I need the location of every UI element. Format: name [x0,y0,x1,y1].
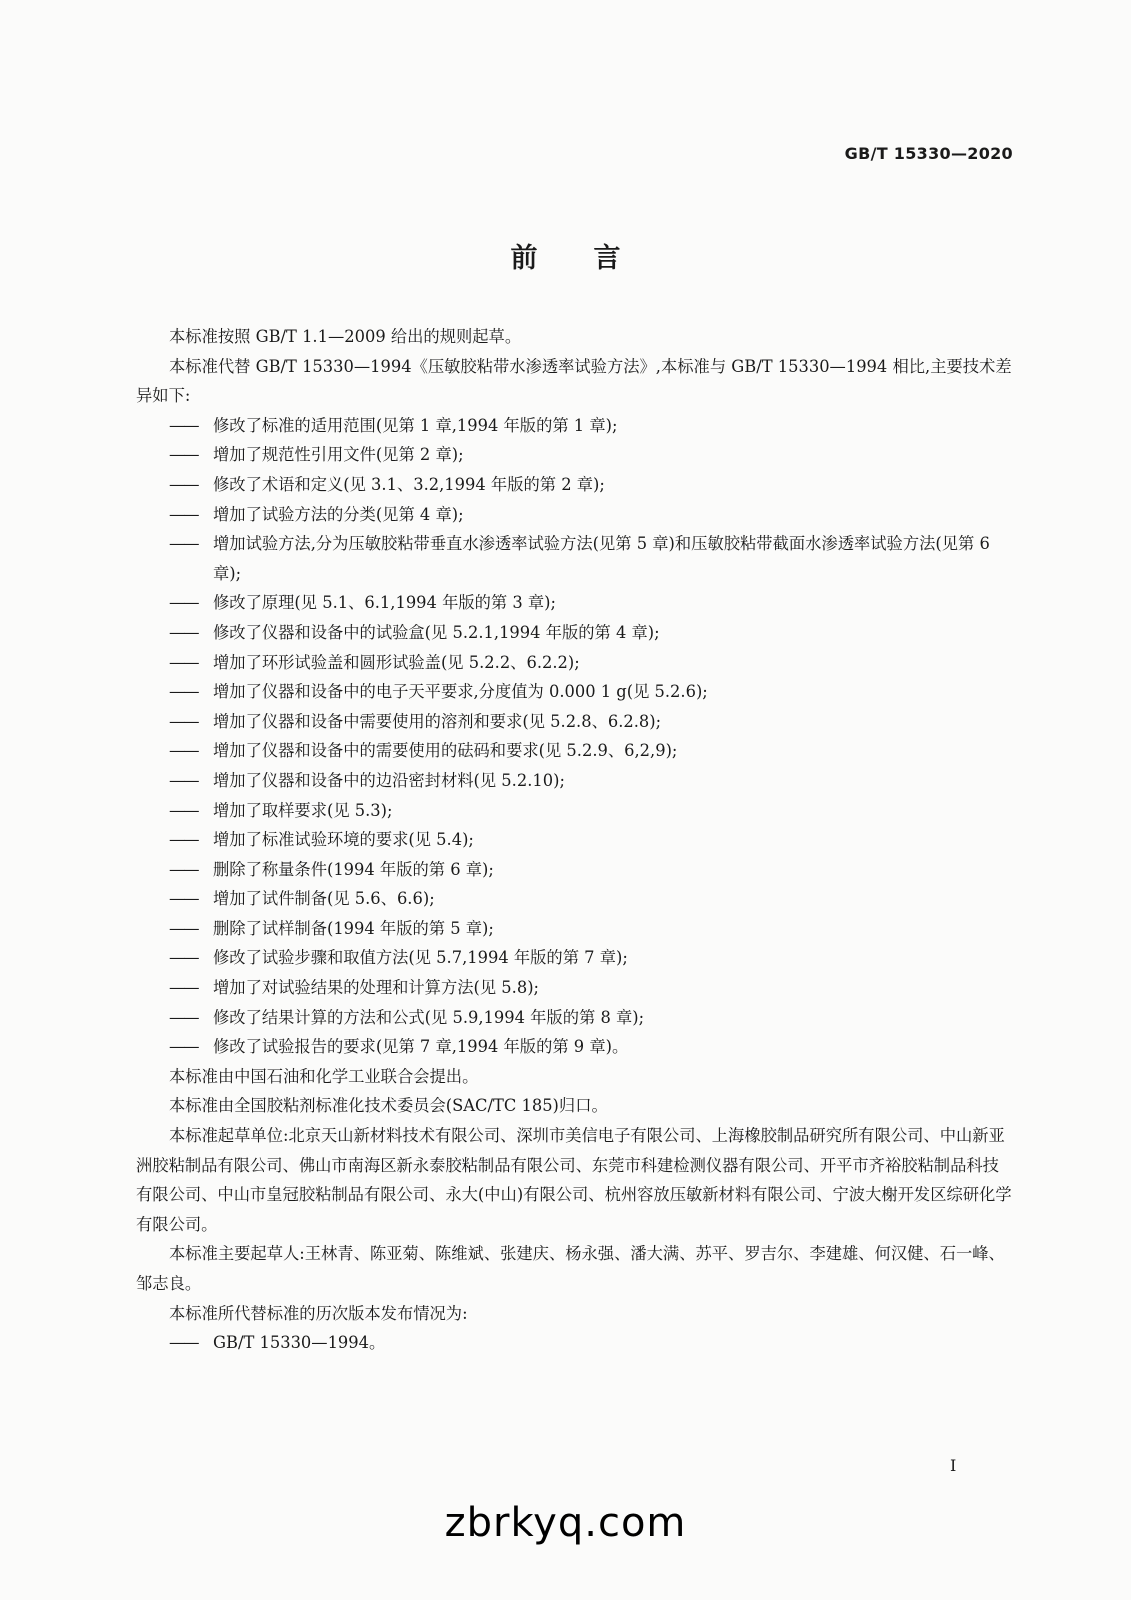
changes-list [136,411,1012,1062]
list-item: —— 增加了规范性引用文件(见第 2 章); [136,440,1012,470]
list-item: —— 修改了试验步骤和取值方法(见 5.7,1994 年版的第 7 章); [136,943,1012,973]
list-item: —— 增加试验方法,分为压敏胶粘带垂直水渗透率试验方法(见第 5 章)和压敏胶粘带截面水渗透率试验方法(见第 6 章); [136,529,1012,588]
list-item: —— 增加了试验方法的分类(见第 4 章); [136,500,1012,530]
watermark: zbrkyq.com [444,1500,687,1546]
list-item: —— 修改了术语和定义(见 3.1、3.2,1994 年版的第 2 章); [136,470,1012,500]
dash-mark: —— [169,800,198,820]
paragraph-drafting-units: 本标准起草单位:北京天山新材料技术有限公司、深圳市美信电子有限公司、上海橡胶制品研究所有限公司、中山新亚洲胶粘制品有限公司、佛山市南海区新永泰胶粘制品有限公司、东莞市科建检测仪器有限公司、开平市齐裕胶粘制品科技有限公司、中山市皇冠胶粘制品有限公司、永大(中山)有限公司、杭州容放压敏新材料有限公司、宁波大榭开发区综研化学有限公司。 [136,1126,1012,1234]
dash-mark: —— [169,622,198,642]
dash-mark: —— [169,445,198,465]
list-item: —— 删除了试样制备(1994 年版的第 5 章); [136,914,1012,944]
dash-mark: —— [169,534,198,554]
list-item: —— 修改了试验报告的要求(见第 7 章,1994 年版的第 9 章)。 [136,1032,1012,1062]
dash-mark: —— [169,711,198,731]
page-number: I [950,1456,957,1475]
list-item: —— 增加了对试验结果的处理和计算方法(见 5.8); [136,973,1012,1003]
dash-mark: —— [169,741,198,761]
paragraph-drafting-rules: 本标准按照 GB/T 1.1—2009 给出的规则起草。 [169,327,522,346]
dash-mark: —— [169,652,198,672]
dash-mark: —— [169,415,198,435]
paragraph-history: 本标准所代替标准的历次版本发布情况为: [169,1303,468,1323]
list-item: —— 修改了仪器和设备中的试验盒(见 5.2.1,1994 年版的第 4 章); [136,618,1012,648]
list-item: —— 删除了称量条件(1994 年版的第 6 章); [136,855,1012,885]
dash-mark: —— [169,593,198,613]
list-item: —— 修改了结果计算的方法和公式(见 5.9,1994 年版的第 8 章); [136,1003,1012,1033]
paragraph-drafters: 本标准主要起草人:王林青、陈亚菊、陈维斌、张建庆、杨永强、潘大满、苏平、罗吉尔、李建雄、何汉健、石一峰、邹志良。 [136,1244,1005,1293]
page-title: 前言 [510,243,677,274]
standard-code: GB/T 15330—2020 [844,144,1013,163]
foreword-body [136,322,1012,1358]
paragraph-replacement: 本标准代替 GB/T 15330—1994《压敏胶粘带水渗透率试验方法》,本标准与 GB/T 15330—1994 相比,主要技术差异如下: [136,356,1012,406]
list-item: —— 增加了仪器和设备中的边沿密封材料(见 5.2.10); [136,766,1012,796]
list-item: —— 增加了环形试验盖和圆形试验盖(见 5.2.2、6.2.2); [136,648,1012,678]
list-item: —— 修改了标准的适用范围(见第 1 章,1994 年版的第 1 章); [136,411,1012,441]
dash-mark: —— [169,770,198,790]
dash-mark: —— [169,830,198,850]
list-item: —— 增加了仪器和设备中需要使用的溶剂和要求(见 5.2.8、6.2.8); [136,707,1012,737]
dash-mark: —— [169,682,198,702]
list-item: —— 增加了取样要求(见 5.3); [136,796,1012,826]
dash-mark: —— [169,1007,198,1027]
dash-mark: —— [169,978,198,998]
paragraph-committee: 本标准由全国胶粘剂标准化技术委员会(SAC/TC 185)归口。 [169,1096,608,1116]
dash-mark: —— [169,1037,198,1057]
paragraph-proposer: 本标准由中国石油和化学工业联合会提出。 [169,1066,479,1086]
dash-mark: —— [169,1333,198,1353]
dash-mark: —— [169,918,198,938]
dash-mark: —— [169,948,198,968]
list-item: —— 增加了仪器和设备中的需要使用的砝码和要求(见 5.2.9、6,2,9); [136,736,1012,766]
dash-mark: —— [169,859,198,879]
list-item: —— 增加了仪器和设备中的电子天平要求,分度值为 0.000 1 g(见 5.2.6); [136,677,1012,707]
dash-mark: —— [169,504,198,524]
list-item-previous-edition: —— GB/T 15330—1994。 [136,1328,1012,1358]
list-item: —— 修改了原理(见 5.1、6.1,1994 年版的第 3 章); [136,588,1012,618]
list-item: —— 增加了标准试验环境的要求(见 5.4); [136,825,1012,855]
list-item: —— 增加了试件制备(见 5.6、6.6); [136,884,1012,914]
dash-mark: —— [169,474,198,494]
dash-mark: —— [169,889,198,909]
